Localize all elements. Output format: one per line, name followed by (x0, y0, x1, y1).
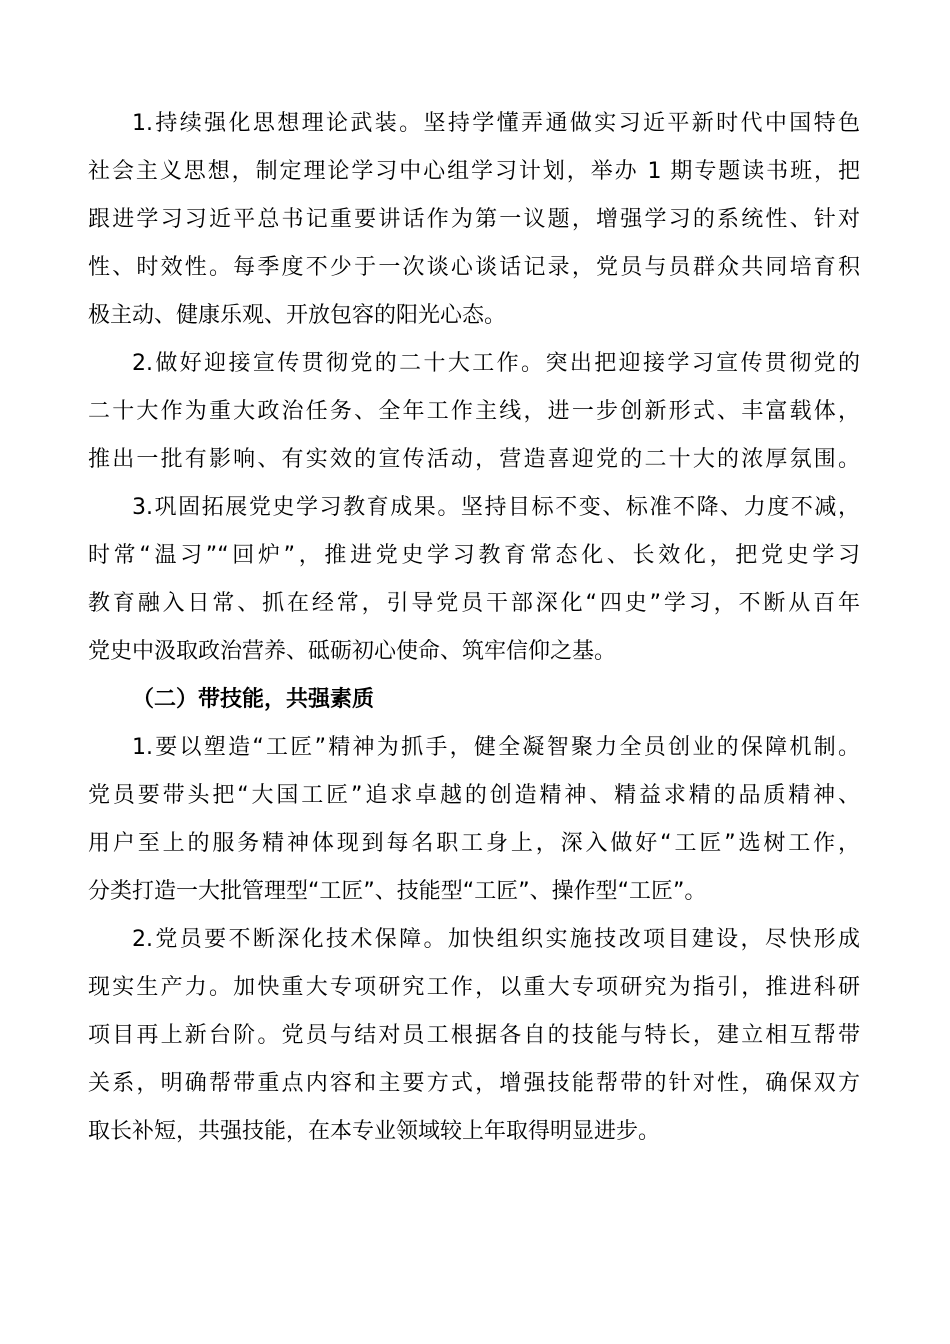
paragraph-3-line-1: 3.巩固拓展党史学习教育成果。坚持目标不变、标准不降、力度不减， (132, 495, 860, 520)
section-heading: （二）带技能，共强素质 (132, 687, 375, 712)
paragraph-2-line-2: 二十大作为重大政治任务、全年工作主线，进一步创新形式、丰富载体， (88, 399, 860, 424)
document-body (88, 100, 860, 1156)
paragraph-3-line-2: 时常“温习”“回炉”，推进党史学习教育常态化、长效化，把党史学习 (88, 543, 860, 568)
paragraph-1-line-2: 社会主义思想，制定理论学习中心组学习计划，举办 1 期专题读书班，把 (88, 159, 860, 184)
paragraph-5-line-4: 关系，明确帮带重点内容和主要方式，增强技能帮带的针对性，确保双方 (88, 1071, 860, 1096)
paragraph-2-line-3: 推出一批有影响、有实效的宣传活动，营造喜迎党的二十大的浓厚氛围。 (88, 447, 860, 472)
paragraph-5-line-3: 项目再上新台阶。党员与结对员工根据各自的技能与特长，建立相互帮带 (88, 1023, 860, 1048)
paragraph-5-line-2: 现实生产力。加快重大专项研究工作，以重大专项研究为指引，推进科研 (88, 975, 860, 1000)
paragraph-4-line-3: 用户至上的服务精神体现到每名职工身上，深入做好“工匠”选树工作， (88, 831, 860, 856)
paragraph-1-line-3: 跟进学习习近平总书记重要讲话作为第一议题，增强学习的系统性、针对 (88, 207, 860, 232)
paragraph-1-line-5: 极主动、健康乐观、开放包容的阳光心态。 (88, 303, 507, 328)
paragraph-4-line-1: 1.要以塑造“工匠”精神为抓手，健全凝智聚力全员创业的保障机制。 (132, 735, 860, 760)
paragraph-3-line-3: 教育融入日常、抓在经常，引导党员干部深化“四史”学习，不断从百年 (88, 591, 860, 616)
paragraph-5-line-5: 取长补短，共强技能，在本专业领域较上年取得明显进步。 (88, 1119, 661, 1144)
paragraph-5-line-1: 2.党员要不断深化技术保障。加快组织实施技改项目建设，尽快形成 (132, 927, 860, 952)
paragraph-4-line-2: 党员要带头把“大国工匠”追求卓越的创造精神、精益求精的品质精神、 (88, 783, 860, 808)
paragraph-3-line-4: 党史中汲取政治营养、砥砺初心使命、筑牢信仰之基。 (88, 639, 617, 664)
paragraph-1-line-1: 1.持续强化思想理论武装。坚持学懂弄通做实习近平新时代中国特色 (132, 111, 860, 136)
paragraph-2-line-1: 2.做好迎接宣传贯彻党的二十大工作。突出把迎接学习宣传贯彻党的 (132, 351, 860, 376)
paragraph-1-line-4: 性、时效性。每季度不少于一次谈心谈话记录，党员与员群众共同培育积 (88, 255, 860, 280)
paragraph-4-line-4: 分类打造一大批管理型“工匠”、技能型“工匠”、操作型“工匠”。 (88, 879, 707, 904)
